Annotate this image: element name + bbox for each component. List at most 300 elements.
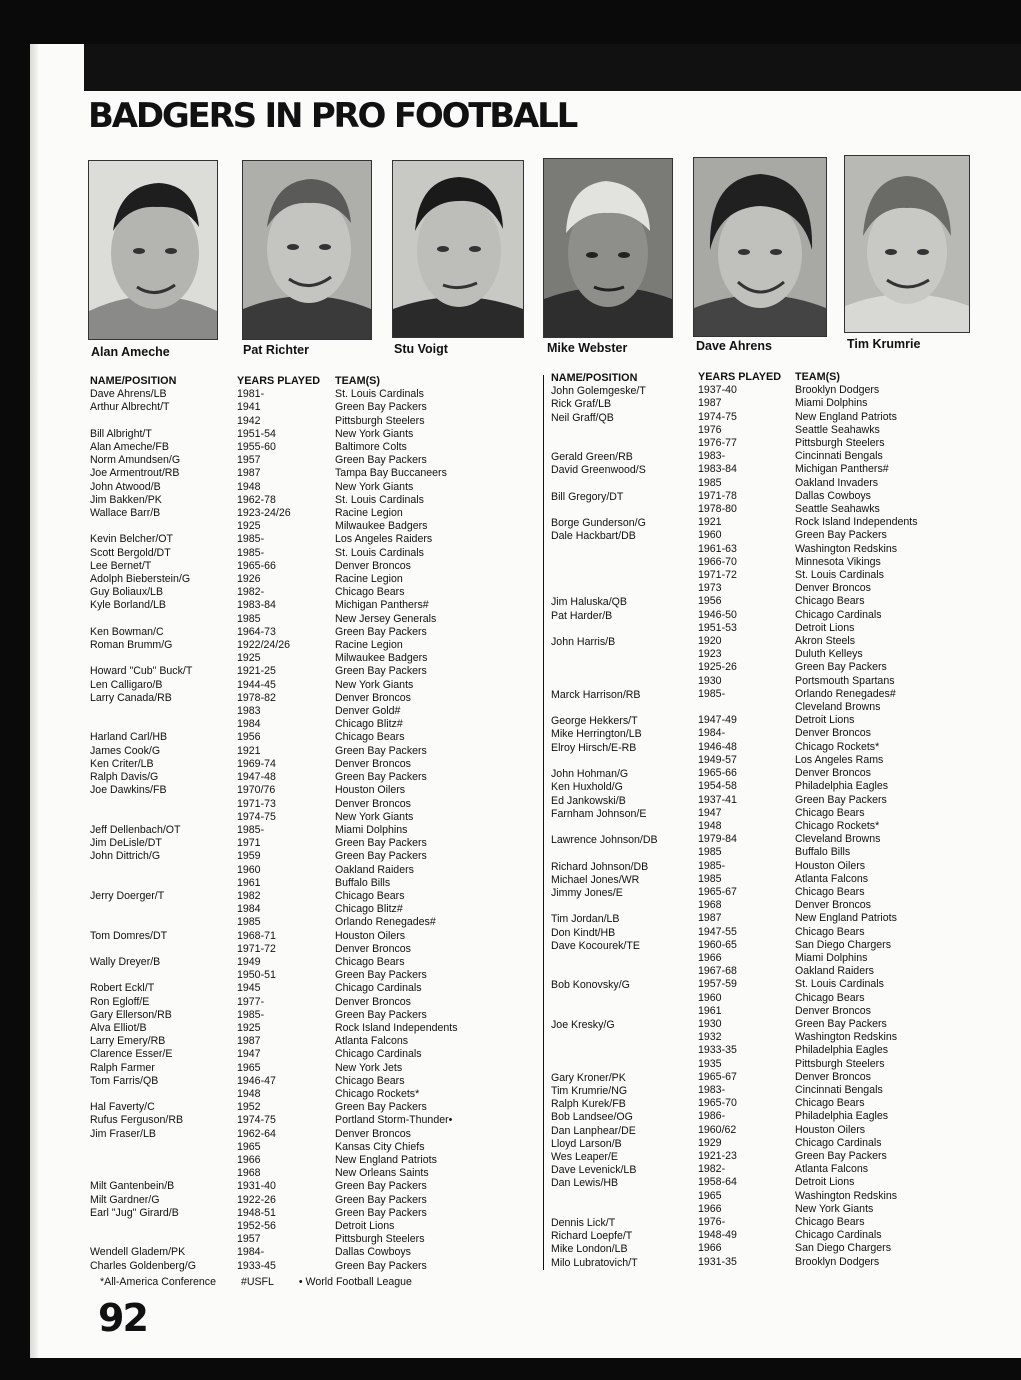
roster-cell: Chicago Cardinals — [795, 1136, 882, 1149]
roster-cell — [90, 864, 196, 877]
roster-cell: Buffalo Bills — [335, 876, 391, 889]
roster-cell — [551, 847, 658, 860]
roster-cell: Jeff Dellenbach/OT — [90, 823, 181, 836]
roster-cell: 1984- — [698, 727, 726, 740]
roster-cell: 1947-55 — [698, 925, 737, 938]
roster-cell — [551, 1191, 658, 1204]
roster-cell: Philadelphia Eagles — [795, 780, 889, 793]
roster-cell — [551, 425, 658, 438]
roster-cell: Jimmy Jones/E — [551, 886, 623, 899]
roster-cell: Green Bay Packers — [335, 850, 427, 863]
roster-cell — [551, 570, 658, 583]
roster-cell: St. Louis Cardinals — [335, 493, 424, 506]
roster-cell: Duluth Kelleys — [795, 648, 863, 661]
roster-cell — [551, 993, 658, 1006]
roster-cell — [90, 1088, 196, 1101]
header-years-played: YEARS PLAYED — [237, 375, 321, 387]
roster-cell: New York Giants — [335, 678, 414, 691]
roster-cell: Green Bay Packers — [795, 1017, 887, 1030]
roster-cell: Don Kindt/HB — [551, 926, 616, 939]
roster-cell: Chicago Bears — [335, 731, 405, 744]
roster-cell: 1976 — [698, 423, 722, 436]
roster-cell: 1933-35 — [698, 1044, 737, 1057]
roster-cell: 1930 — [698, 1017, 722, 1030]
roster-cell: 1985 — [698, 846, 722, 859]
roster-cell: Philadelphia Eagles — [795, 1044, 889, 1057]
roster-cell: 1948 — [237, 1087, 261, 1100]
roster-cell: Green Bay Packers — [335, 1101, 427, 1114]
roster-cell: 1983- — [698, 1083, 726, 1096]
roster-cell: Pat Harder/B — [551, 609, 613, 622]
roster-cell: Green Bay Packers — [335, 744, 427, 757]
roster-cell: 1954-58 — [698, 780, 737, 793]
roster-cell: Bill Gregory/DT — [551, 490, 624, 503]
roster-cell: Clarence Esser/E — [90, 1048, 173, 1061]
roster-cell: Jim DeLisle/DT — [90, 837, 162, 850]
roster-cell: 1984 — [237, 718, 261, 731]
roster-cell — [551, 755, 658, 768]
roster-cell — [90, 943, 196, 956]
roster-cell: Lloyd Larson/B — [551, 1137, 622, 1150]
roster-cell: 1983-84 — [698, 463, 737, 476]
roster-cell: 1932 — [698, 1031, 722, 1044]
roster-cell — [551, 900, 658, 913]
roster-cell: 1958-64 — [698, 1176, 737, 1189]
roster-cell: 1962-78 — [237, 493, 276, 506]
roster-cell: Chicago Bears — [795, 1216, 865, 1228]
roster-cell: Chicago Rockets* — [795, 819, 880, 832]
roster-cell: Miami Dolphins — [795, 397, 868, 410]
roster-cell — [551, 544, 658, 557]
roster-cell: Denver Broncos — [795, 582, 871, 595]
roster-cell: 1949-57 — [698, 753, 737, 766]
roster-cell: St. Louis Cardinals — [335, 546, 424, 559]
roster-cell: Houston Oilers — [335, 929, 406, 942]
roster-cell: James Cook/G — [90, 744, 161, 757]
roster-cell: Len Calligaro/B — [90, 678, 163, 691]
roster-cell: 1925 — [237, 520, 261, 533]
roster-cell: Cleveland Browns — [795, 833, 881, 846]
roster-cell: Green Bay Packers — [335, 1193, 427, 1206]
roster-cell: 1978-82 — [237, 691, 276, 704]
roster-cell: Oakland Raiders — [335, 863, 414, 876]
roster-cell: 1948-51 — [237, 1206, 276, 1219]
photo-caption: Pat Richter — [243, 343, 309, 357]
photo-caption: Mike Webster — [547, 341, 628, 355]
roster-cell: 1968-71 — [237, 929, 276, 942]
roster-cell — [90, 903, 196, 916]
roster-cell: Guy Boliaux/LB — [90, 586, 164, 599]
roster-cell: Chicago Blitz# — [335, 903, 403, 916]
roster-cell: David Greenwood/S — [551, 464, 646, 477]
roster-cell: 1971-78 — [698, 489, 737, 502]
roster-cell: 1965-67 — [698, 1070, 737, 1083]
roster-cell: Ed Jankowski/B — [551, 794, 626, 807]
roster-cell: Chicago Blitz# — [335, 718, 403, 731]
roster-cell: New York Giants — [335, 810, 414, 823]
roster-cell: 1964-73 — [237, 625, 276, 638]
roster-cell — [551, 557, 658, 570]
roster-cell: 1981- — [237, 388, 265, 401]
roster-cell: Charles Goldenberg/G — [90, 1259, 196, 1272]
roster-cell: Green Bay Packers — [335, 1206, 427, 1219]
roster-cell — [551, 1059, 658, 1072]
roster-cell: 1979-84 — [698, 833, 737, 846]
roster-cell: Minnesota Vikings — [795, 555, 881, 568]
roster-cell: Bill Albright/T — [90, 427, 152, 440]
roster-cell: Denver Broncos — [795, 727, 871, 740]
roster-cell: Joe Kresky/G — [551, 1018, 615, 1031]
roster-cell: Green Bay Packers — [795, 1149, 887, 1162]
roster-cell: Green Bay Packers — [795, 793, 887, 806]
roster-cell: Green Bay Packers — [335, 1259, 427, 1272]
roster-cell: Kevin Belcher/OT — [90, 533, 174, 546]
roster-cell — [90, 1233, 196, 1246]
roster-cell: Green Bay Packers — [795, 529, 887, 542]
roster-cell: Green Bay Packers — [335, 665, 427, 678]
roster-cell: 1929 — [698, 1136, 722, 1149]
roster-cell: Miami Dolphins — [335, 823, 408, 836]
roster-cell: Brooklyn Dodgers — [795, 1255, 880, 1268]
roster-cell: Kyle Borland/LB — [90, 599, 166, 612]
roster-cell: Atlanta Falcons — [795, 1163, 869, 1176]
roster-cell: Orlando Renegades# — [795, 687, 896, 700]
roster-cell: New York Giants — [795, 1202, 874, 1215]
roster-cell: Chicago Bears — [795, 806, 865, 819]
roster-cell: 1944-45 — [237, 678, 276, 691]
roster-cell: Wes Leaper/E — [551, 1150, 618, 1163]
roster-cell: Farnham Johnson/E — [551, 807, 647, 820]
roster-cell: Richard Loepfe/T — [551, 1230, 633, 1243]
roster-cell: 1987 — [237, 1035, 261, 1048]
roster-cell: 1971-73 — [237, 797, 276, 810]
roster-cell: 1966 — [237, 1153, 261, 1166]
roster-cell: Miami Dolphins — [795, 951, 868, 964]
roster-cell — [551, 966, 658, 979]
roster-cell: John Atwood/B — [90, 480, 161, 493]
roster-cell: Michael Jones/WR — [551, 873, 640, 886]
roster-cell: Howard "Cub" Buck/T — [90, 665, 193, 678]
roster-cell: Rick Graf/LB — [551, 398, 612, 411]
roster-cell: Green Bay Packers — [335, 625, 427, 638]
roster-cell: Borge Gunderson/G — [551, 517, 646, 530]
roster-cell: New Orleans Saints — [335, 1167, 429, 1180]
right-names-column — [551, 372, 658, 1270]
roster-cell: 1942 — [237, 414, 261, 427]
roster-cell: 1960 — [698, 529, 722, 542]
roster-cell: Chicago Rockets* — [795, 740, 880, 753]
roster-cell: Denver Broncos — [335, 691, 411, 704]
column-divider — [543, 375, 544, 1270]
roster-cell: Denver Broncos — [795, 1004, 871, 1017]
roster-cell: Oakland Invaders — [795, 476, 879, 489]
roster-cell: Green Bay Packers — [795, 661, 887, 674]
roster-cell: Chicago Bears — [335, 889, 405, 902]
photo-caption: Dave Ahrens — [696, 339, 772, 353]
left-teams-column — [335, 375, 458, 1273]
roster-cell — [90, 811, 196, 824]
roster-cell — [90, 798, 196, 811]
roster-cell: 1985- — [698, 859, 726, 872]
roster-cell: Pittsburgh Steelers — [335, 1233, 425, 1246]
roster-cell: Hal Faverty/C — [90, 1101, 155, 1114]
roster-cell: 1984- — [237, 1246, 265, 1259]
roster-cell: Green Bay Packers — [335, 1180, 427, 1193]
roster-cell: 1951-54 — [237, 427, 276, 440]
roster-cell: 1961-63 — [698, 542, 737, 555]
roster-cell: Chicago Bears — [795, 885, 865, 898]
roster-cell: 1985- — [237, 1008, 265, 1021]
header-teams: TEAM(S) — [795, 371, 840, 383]
roster-cell — [551, 623, 658, 636]
roster-cell: Norm Amundsen/G — [90, 454, 181, 467]
roster-cell — [551, 1006, 658, 1019]
roster-cell: Atlanta Falcons — [335, 1035, 409, 1048]
header-years-played: YEARS PLAYED — [698, 371, 782, 383]
roster-cell: 1985- — [698, 687, 726, 700]
roster-cell: Rock Island Independents — [795, 516, 918, 529]
footnotes — [100, 1276, 434, 1288]
roster-cell: Los Angeles Raiders — [335, 533, 433, 546]
roster-cell — [90, 718, 196, 731]
player-photo-voigt — [392, 160, 524, 338]
roster-cell: John Golemgeske/T — [551, 385, 646, 398]
roster-cell: Gary Kroner/PK — [551, 1071, 626, 1084]
roster-cell: 1937-41 — [698, 793, 737, 806]
roster-cell: Wally Dreyer/B — [90, 955, 161, 968]
roster-cell: Chicago Bears — [335, 586, 405, 599]
roster-cell: 1941 — [237, 401, 261, 414]
roster-cell: Denver Gold# — [335, 705, 401, 718]
roster-cell: Richard Johnson/DB — [551, 860, 649, 873]
roster-cell — [90, 877, 196, 890]
roster-cell: Kansas City Chiefs — [335, 1140, 425, 1153]
roster-cell: 1983- — [698, 450, 726, 463]
roster-cell: 1965 — [698, 1189, 722, 1202]
roster-cell: Robert Eckl/T — [90, 982, 155, 995]
roster-cell: 1985- — [237, 823, 265, 836]
roster-cell: Lee Bernet/T — [90, 559, 152, 572]
roster-cell: Detroit Lions — [335, 1220, 395, 1232]
roster-cell: 1949 — [237, 955, 261, 968]
top-black-bar — [84, 44, 1021, 91]
roster-cell: Tom Domres/DT — [90, 929, 168, 942]
roster-cell: John Dittrich/G — [90, 850, 161, 863]
roster-cell: Arthur Albrecht/T — [90, 401, 170, 414]
page-number: 92 — [98, 1296, 147, 1340]
roster-cell: New England Patriots — [795, 912, 897, 925]
roster-cell: Chicago Bears — [795, 991, 865, 1004]
roster-cell: Rufus Ferguson/RB — [90, 1114, 184, 1127]
roster-cell: Dave Ahrens/LB — [90, 388, 167, 401]
roster-cell: Pittsburgh Steelers — [335, 414, 425, 427]
roster-cell: 1925 — [237, 652, 261, 665]
roster-cell — [551, 821, 658, 834]
roster-cell: Chicago Bears — [795, 595, 865, 608]
roster-cell: Earl "Jug" Girard/B — [90, 1206, 179, 1219]
footnote-wfl: • World Football League — [298, 1276, 412, 1288]
roster-cell: Jim Haluska/QB — [551, 596, 627, 609]
roster-cell: 1946-50 — [698, 608, 737, 621]
roster-cell: Houston Oilers — [795, 1123, 866, 1136]
roster-cell: 1967-68 — [698, 965, 737, 978]
footnote-aac: *All-America Conference — [100, 1276, 216, 1288]
roster-cell: Larry Canada/RB — [90, 691, 172, 704]
roster-cell: 1983-84 — [237, 599, 276, 612]
page-title: BADGERS IN PRO FOOTBALL — [88, 96, 577, 136]
roster-cell: Scott Bergold/DT — [90, 546, 171, 559]
roster-cell: Milwaukee Badgers — [335, 652, 428, 665]
roster-cell: 1945 — [237, 982, 261, 995]
roster-cell — [551, 676, 658, 689]
roster-cell: 1925-26 — [698, 661, 737, 674]
roster-cell: 1921-25 — [237, 665, 276, 678]
roster-cell: Larry Emery/RB — [90, 1035, 166, 1048]
roster-cell — [90, 652, 196, 665]
roster-cell: Seattle Seahawks — [795, 503, 880, 516]
roster-cell — [551, 583, 658, 596]
photo-caption: Stu Voigt — [394, 342, 448, 356]
roster-cell: Elroy Hirsch/E-RB — [551, 741, 637, 754]
roster-cell: 1947-48 — [237, 771, 276, 784]
roster-cell: 1960/62 — [698, 1123, 737, 1136]
roster-cell: 1965 — [237, 1061, 261, 1074]
roster-cell: Alva Elliot/B — [90, 1021, 147, 1034]
player-photo-richter — [242, 160, 372, 340]
roster-cell — [698, 701, 781, 714]
roster-cell — [551, 478, 658, 491]
roster-cell: Dallas Cowboys — [335, 1246, 411, 1259]
roster-cell: Milt Gardner/G — [90, 1193, 160, 1206]
roster-cell: 1965-67 — [698, 885, 737, 898]
roster-cell: Chicago Cardinals — [335, 982, 422, 995]
roster-cell: Denver Broncos — [335, 1127, 411, 1140]
roster-cell — [90, 1220, 196, 1233]
roster-cell: 1977- — [237, 995, 265, 1008]
roster-cell: 1921 — [237, 744, 261, 757]
roster-cell: Denver Broncos — [335, 797, 411, 810]
roster-cell: 1987 — [698, 397, 722, 410]
player-photo-webster — [543, 158, 673, 338]
roster-cell: 1976- — [698, 1216, 726, 1228]
roster-cell: 1966-70 — [698, 555, 737, 568]
roster-cell: Orlando Renegades# — [335, 916, 436, 929]
roster-cell: Wendell Gladem/PK — [90, 1246, 186, 1259]
footnote-usfl: #USFL — [240, 1276, 274, 1288]
roster-cell: 1926 — [237, 573, 261, 586]
roster-cell: Portsmouth Spartans — [795, 674, 895, 687]
roster-cell: Pittsburgh Steelers — [795, 1057, 885, 1070]
roster-cell: Marck Harrison/RB — [551, 688, 641, 701]
roster-cell: Gary Ellerson/RB — [90, 1008, 172, 1021]
roster-cell: New Jersey Generals — [335, 612, 437, 625]
roster-cell: 1955-60 — [237, 441, 276, 454]
roster-cell: 1931-40 — [237, 1180, 276, 1193]
roster-cell: Ralph Kurek/FB — [551, 1098, 626, 1111]
roster-cell: Joe Dawkins/FB — [90, 784, 167, 797]
roster-cell: 1951-53 — [698, 621, 737, 634]
roster-cell: 1982- — [698, 1163, 726, 1176]
roster-cell: Dan Lewis/HB — [551, 1177, 619, 1190]
roster-cell: 1920 — [698, 635, 722, 648]
roster-cell — [551, 649, 658, 662]
roster-cell: Milt Gantenbein/B — [90, 1180, 175, 1193]
roster-cell: Dave Levenick/LB — [551, 1164, 637, 1177]
roster-cell: Ken Bowman/C — [90, 625, 164, 638]
photo-caption: Alan Ameche — [91, 345, 170, 359]
roster-cell: Chicago Bears — [795, 1097, 865, 1110]
roster-cell: Michigan Panthers# — [795, 463, 889, 476]
roster-cell: 1962-64 — [237, 1127, 276, 1140]
roster-cell: Green Bay Packers — [335, 454, 427, 467]
roster-cell: 1966 — [698, 1242, 722, 1255]
roster-cell: Chicago Cardinals — [795, 608, 882, 621]
roster-cell: 1952 — [237, 1101, 261, 1114]
roster-cell: 1959 — [237, 850, 261, 863]
roster-cell: Dale Hackbart/DB — [551, 530, 636, 543]
roster-cell — [90, 1154, 196, 1167]
roster-cell — [551, 504, 658, 517]
roster-cell: Chicago Bears — [335, 1074, 405, 1087]
roster-cell: 1933-45 — [237, 1259, 276, 1272]
roster-cell: Michigan Panthers# — [335, 599, 429, 612]
roster-cell: 1965-66 — [698, 767, 737, 780]
roster-cell: 1925 — [237, 1021, 261, 1034]
left-years-column — [237, 375, 320, 1273]
roster-cell: 1966 — [698, 1202, 722, 1215]
roster-cell: Racine Legion — [335, 573, 403, 586]
roster-cell: 1937-40 — [698, 384, 737, 397]
roster-cell: 1961 — [237, 876, 261, 889]
roster-cell: Washington Redskins — [795, 542, 898, 555]
roster-cell: 1971-72 — [237, 942, 276, 955]
roster-cell: Dallas Cowboys — [795, 489, 871, 502]
roster-cell: 1950-51 — [237, 969, 276, 982]
roster-cell: 1922-26 — [237, 1193, 276, 1206]
roster-cell: Denver Broncos — [335, 995, 411, 1008]
roster-cell: Denver Broncos — [795, 899, 871, 912]
roster-cell: Dave Kocourek/TE — [551, 939, 640, 952]
roster-cell: Jim Fraser/LB — [90, 1127, 156, 1140]
roster-cell: Dennis Lick/T — [551, 1217, 616, 1229]
roster-cell: Dan Lanphear/DE — [551, 1124, 636, 1137]
roster-cell: Los Angeles Rams — [795, 753, 884, 766]
roster-cell: 1956 — [237, 731, 261, 744]
roster-cell: Brooklyn Dodgers — [795, 384, 880, 397]
roster-cell: Denver Broncos — [795, 1070, 871, 1083]
roster-cell: 1986- — [698, 1110, 726, 1123]
roster-cell: 1930 — [698, 674, 722, 687]
roster-cell: 1974-75 — [237, 1114, 276, 1127]
player-photo-ameche — [88, 160, 218, 340]
roster-cell: 1935 — [698, 1057, 722, 1070]
roster-cell — [90, 969, 196, 982]
roster-cell: Bob Konovsky/G — [551, 979, 630, 992]
roster-cell: 1948-49 — [698, 1229, 737, 1242]
roster-cell: Houston Oilers — [335, 784, 406, 797]
header-teams: TEAM(S) — [335, 375, 380, 387]
roster-cell: 1923 — [698, 648, 722, 661]
roster-cell: Jim Bakken/PK — [90, 493, 162, 506]
roster-cell: Cleveland Browns — [795, 701, 881, 714]
roster-cell: 1985- — [237, 546, 265, 559]
roster-cell: 1976-77 — [698, 437, 737, 450]
roster-cell: 1960 — [237, 863, 261, 876]
roster-cell: St. Louis Cardinals — [795, 569, 884, 582]
roster-cell: 1961 — [698, 1004, 722, 1017]
roster-cell: 1985 — [237, 916, 261, 929]
roster-cell: 1985 — [698, 872, 722, 885]
